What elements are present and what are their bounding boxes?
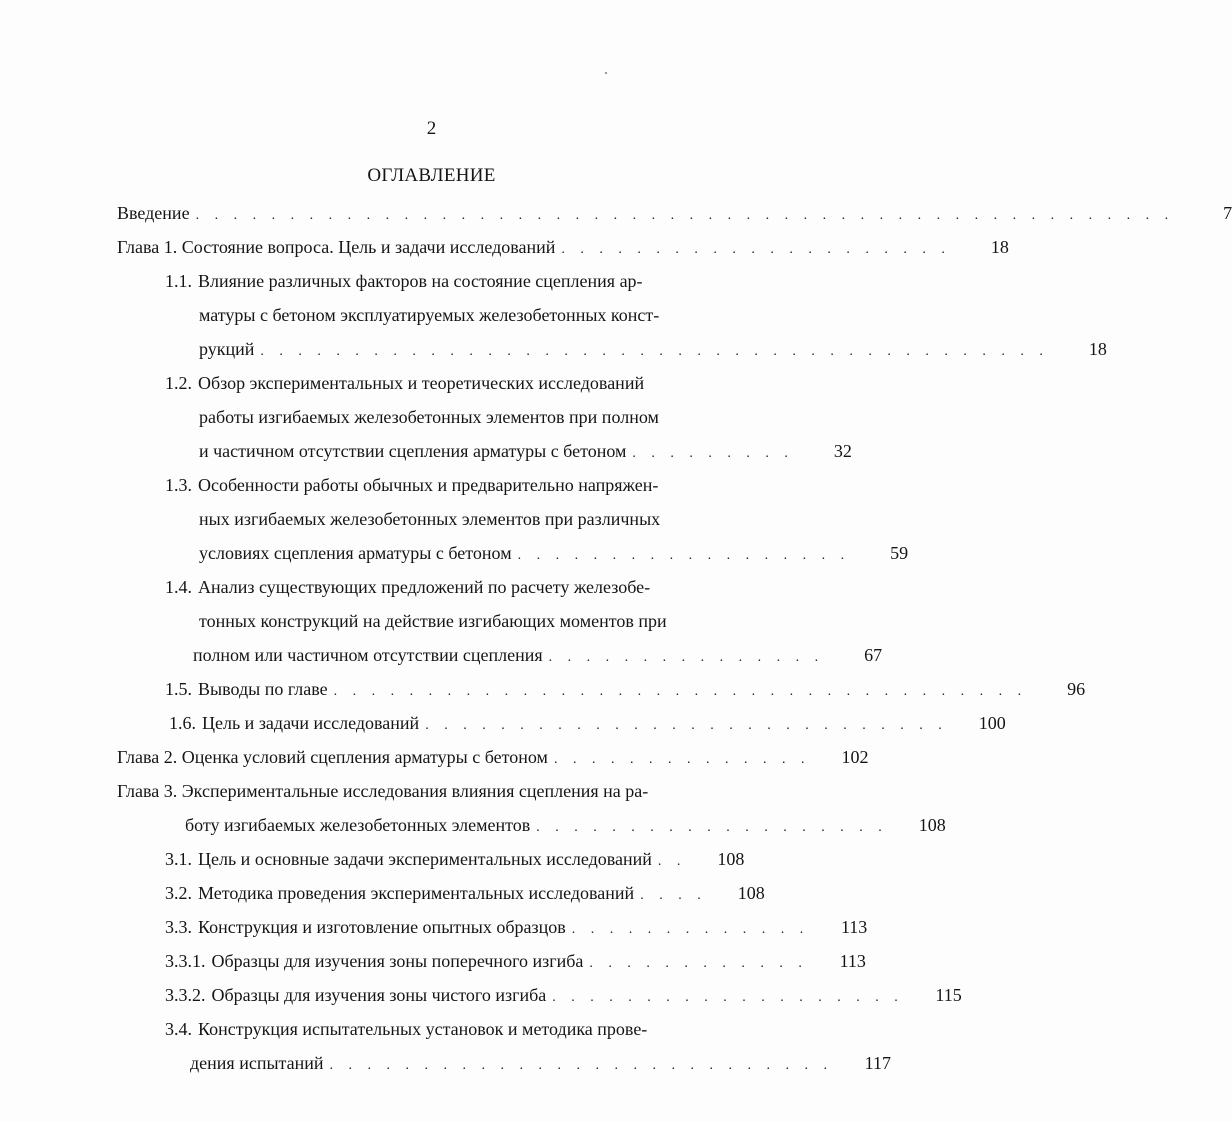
toc-entry-text: тонных конструкций на действие изгибающих моментов при <box>199 611 667 631</box>
leader-dots: . . . . . . . . . . . . . <box>571 922 810 937</box>
toc-entry-text: Анализ существующих предложений по расчету железобе- <box>198 577 651 597</box>
toc-entry <box>117 234 1009 260</box>
leader-dots: . . . . . . . . . . . . . . . . . . . . . . . . . . . . . . . . . . . . . <box>333 684 1028 699</box>
toc-entry-text: дения испытаний <box>190 1053 324 1073</box>
toc-entry-page: 18 <box>1088 339 1107 359</box>
toc-entry-text: Обзор экспериментальных и теоретических исследований <box>198 373 645 393</box>
toc-entry-number: 3.1. <box>165 849 192 869</box>
toc-entry-text: рукций <box>199 339 255 359</box>
toc-entry-page: 18 <box>990 237 1009 257</box>
leader-dots: . . . . . . . . . . . . . . . . . . . . . . . . . . . . . . . . . . . . . . . . . . <box>260 344 1049 359</box>
toc-entry <box>165 370 644 396</box>
leader-dots: . . . . . . . . . . . . . . . . . . . . . . . . . . . . . . . . . . . . . . . . . . . . . . . . . . . . <box>195 208 1175 223</box>
toc-entry-text: Образцы для изучения зоны чистого изгиба <box>211 985 547 1005</box>
toc-entry-continuation <box>199 506 660 532</box>
toc-entry-continuation <box>199 404 659 430</box>
toc-entry-continuation <box>185 812 946 838</box>
toc-entry <box>165 914 868 940</box>
leader-dots: . . . . . . . . . . . . . . . . . . . . . . . . . . . . <box>425 718 948 733</box>
toc-entry <box>165 472 658 498</box>
toc-entry-continuation <box>199 608 667 634</box>
leader-dots: . . . . . . . . . <box>632 446 794 461</box>
toc-entry-text: Образцы для изучения зоны поперечного изгиба <box>211 951 584 971</box>
leader-dots: . . . . . . . . . . . . . . . . . . . <box>536 820 888 835</box>
toc-entry-text: Введение <box>117 203 190 223</box>
toc-entry <box>117 200 1232 226</box>
toc-entry-continuation <box>199 438 852 464</box>
toc-entry <box>165 846 745 872</box>
leader-dots: . . . . . . . . . . . . . . <box>553 752 811 767</box>
toc-entry-text: Глава 1. Состояние вопроса. Цель и задачи исследований <box>117 237 556 257</box>
leader-dots: . . . . . . . . . . . . . . . <box>548 650 825 665</box>
toc-entry-page: 96 <box>1067 679 1086 699</box>
toc-entry-number: 3.2. <box>165 883 192 903</box>
leader-dots: . . . . . . . . . . . . . . . . . . <box>517 548 851 563</box>
toc-entry-text: Выводы по главе <box>198 679 328 699</box>
toc-entry-text: Цель и основные задачи экспериментальных исследований <box>198 849 652 869</box>
toc-entry-text: Влияние различных факторов на состояние сцепления ар- <box>198 271 643 291</box>
toc-entry-page: 113 <box>840 917 868 937</box>
toc-entry-page: 108 <box>737 883 765 903</box>
toc-entry-continuation <box>199 302 659 328</box>
toc-entry-text: боту изгибаемых железобетонных элементов <box>185 815 531 835</box>
toc-entry <box>165 676 1086 702</box>
toc-entry-text: работы изгибаемых железобетонных элементов при полном <box>199 407 659 427</box>
toc-entry-page: 115 <box>935 985 962 1005</box>
toc-entry-number: 1.5. <box>165 679 192 699</box>
toc-entry-text: матуры с бетоном эксплуатируемых железобетонных конст- <box>199 305 660 325</box>
toc-entry-text: Конструкция и изготовление опытных образцов <box>198 917 566 937</box>
scan-speck <box>605 72 607 74</box>
toc-entry <box>117 778 648 804</box>
page-title: ОГЛАВЛЕНИЕ <box>367 165 496 186</box>
toc-entry-text: Цель и задачи исследований <box>202 713 420 733</box>
leader-dots: . . . . . . . . . . . . . . . . . . . <box>552 990 904 1005</box>
toc-entry-page: 100 <box>978 713 1006 733</box>
toc-entry <box>117 744 869 770</box>
toc-entry-page: 7 <box>1223 203 1232 223</box>
toc-entry-number: 3.4. <box>165 1019 192 1039</box>
toc-entry <box>165 880 765 906</box>
leader-dots: . . . . <box>640 888 707 903</box>
toc-entry-number: 1.2. <box>165 373 192 393</box>
toc-entry-number: 1.1. <box>165 271 192 291</box>
toc-entry-page: 117 <box>864 1053 892 1073</box>
toc-entry-number: 3.3. <box>165 917 192 937</box>
page-number: 2 <box>426 118 437 139</box>
toc-entry <box>165 948 866 974</box>
toc-entry-number: 1.3. <box>165 475 192 495</box>
toc-entry-text: Глава 3. Экспериментальные исследования влияния сцепления на ра- <box>117 781 649 801</box>
leader-dots: . . <box>657 854 687 869</box>
toc-entry-number: 3.3.2. <box>165 985 206 1005</box>
toc-entry-page: 113 <box>839 951 866 971</box>
toc-entry-number: 1.4. <box>165 577 192 597</box>
toc-entry <box>169 710 1006 736</box>
toc-entry-text: Глава 2. Оценка условий сцепления арматуры с бетоном <box>117 747 548 767</box>
toc-entry-text: Особенности работы обычных и предварительно напряжен- <box>198 475 659 495</box>
toc-entry-text: Методика проведения экспериментальных исследований <box>198 883 635 903</box>
toc-entry-continuation <box>190 1050 892 1076</box>
toc-entry-text: условиях сцепления арматуры с бетоном <box>199 543 512 563</box>
leader-dots: . . . . . . . . . . . . . . . . . . . . . . . . . . . <box>329 1058 834 1073</box>
toc-entry-continuation <box>199 336 1107 362</box>
toc-entry-text: и частичном отсутствии сцепления арматуры с бетоном <box>199 441 627 461</box>
toc-entry-page: 59 <box>890 543 909 563</box>
toc-entry-page: 102 <box>841 747 869 767</box>
toc-entry <box>165 268 643 294</box>
toc-entry <box>165 982 962 1008</box>
toc-entry-page: 67 <box>864 645 883 665</box>
leader-dots: . . . . . . . . . . . . <box>589 956 808 971</box>
toc-entry-page: 108 <box>717 849 745 869</box>
toc-entry-text: полном или частичном отсутствии сцепления <box>193 645 543 665</box>
toc-entry-continuation <box>193 642 883 668</box>
toc-entry-page: 108 <box>918 815 946 835</box>
toc-entry <box>165 1016 647 1042</box>
toc-entry-number: 3.3.1. <box>165 951 206 971</box>
toc-entry-text: Конструкция испытательных установок и методика прове- <box>198 1019 648 1039</box>
leader-dots: . . . . . . . . . . . . . . . . . . . . . <box>561 242 951 257</box>
toc-entry-text: ных изгибаемых железобетонных элементов при различных <box>199 509 661 529</box>
toc-entry-number: 1.6. <box>169 713 196 733</box>
toc-entry <box>165 574 650 600</box>
toc-entry-page: 32 <box>833 441 852 461</box>
toc-entry-continuation <box>199 540 909 566</box>
